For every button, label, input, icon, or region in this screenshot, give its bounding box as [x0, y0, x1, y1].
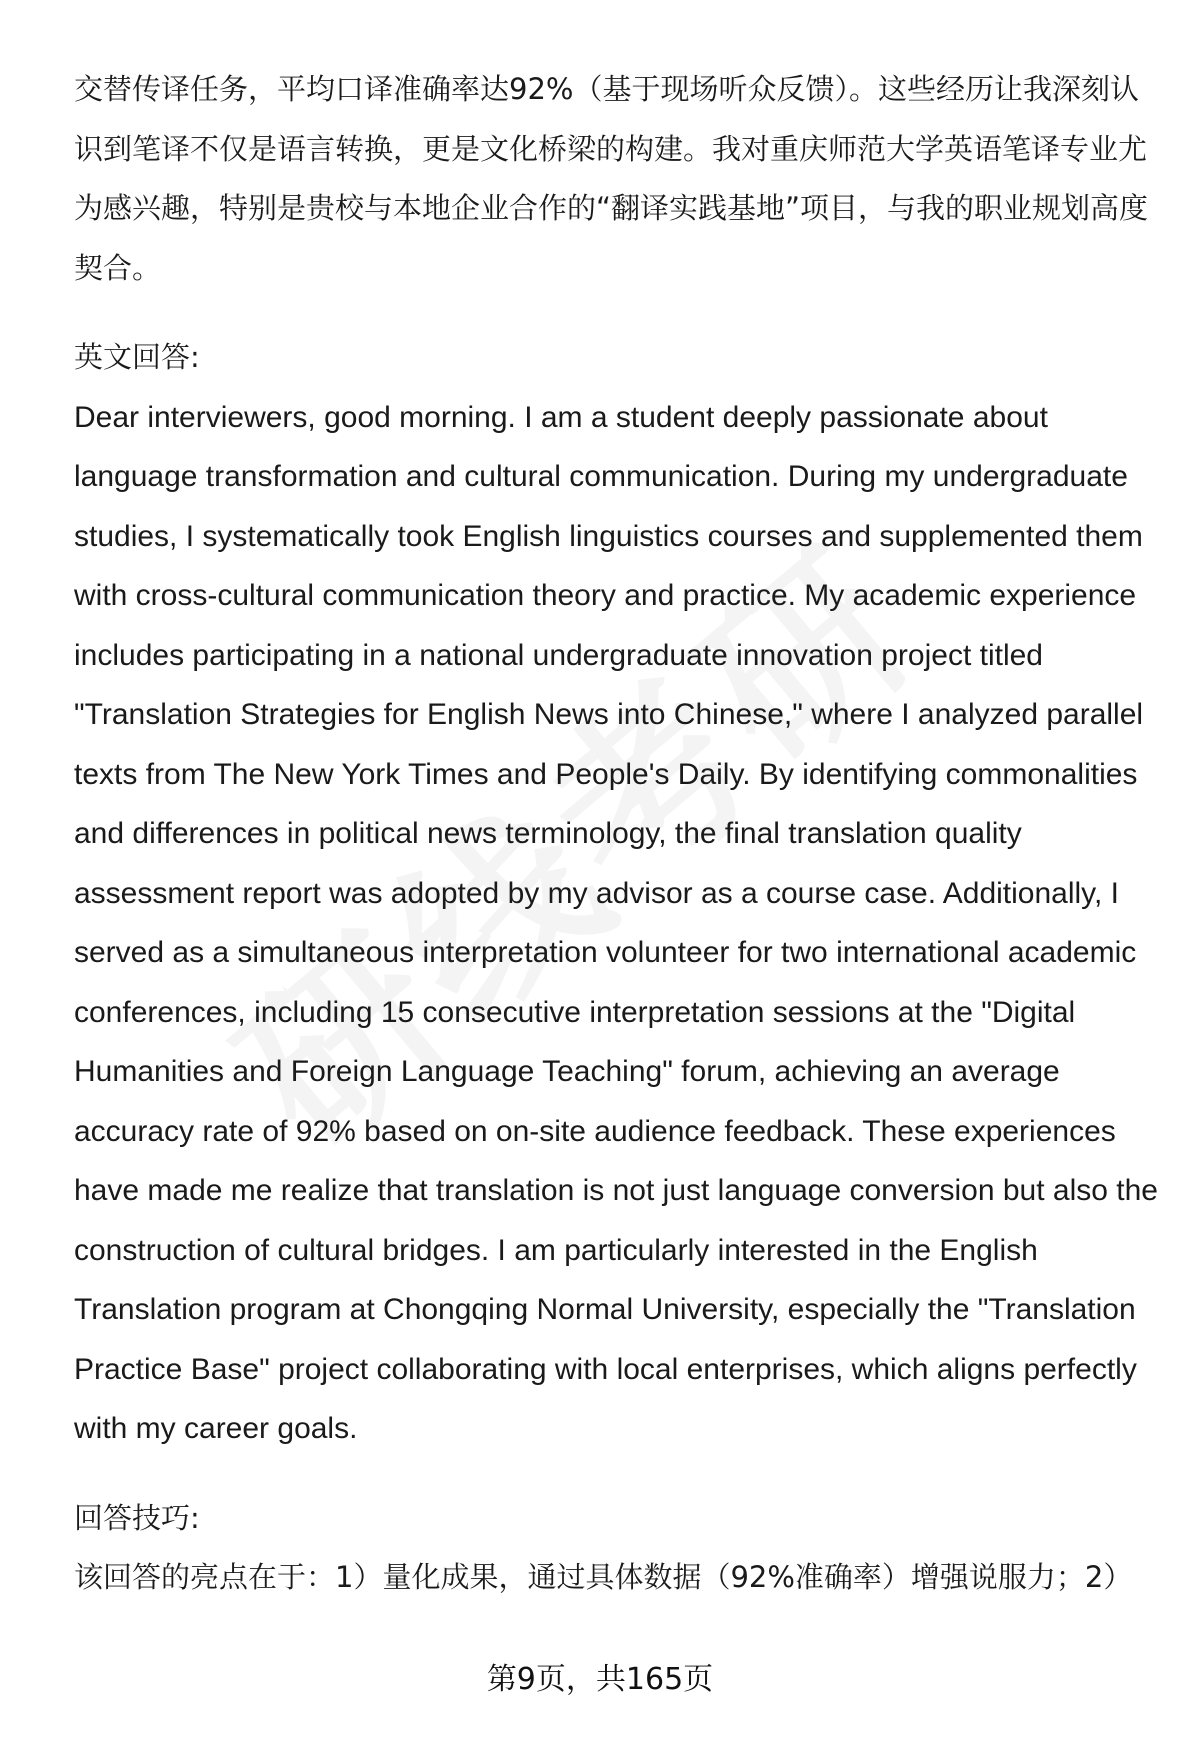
- english-answer-text: Dear interviewers, good morning. I am a student deeply passionate about language transformation and cultural communication. During my undergraduate studies, I systematically took English linguistics courses and supplemented them with cross-cultural communication theory and practice. My academic experience includes participating in a national undergraduate innovation project titled "Translation Strategies for English News into Chinese," where I analyzed parallel texts from The New York Times and People's Daily. By identifying commonalities and differences in political news terminology, the final translation quality assessment report was adopted by my advisor as a course case. Additionally, I served as a simultaneous interpretation volunteer for two international academic conferences, including 15 consecutive interpretation sessions at the "Digital Humanities and Foreign Language Teaching" forum, achieving an average accuracy rate of 92% based on on-site audience feedback. These experiences have made me realize that translation is not just language conversion but also the construction of cultural bridges. I am particularly interested in the English Translation program at Chongqing Normal University, especially the "Translation Practice Base" project collaborating with local enterprises, which aligns perfectly with my career goals.: [74, 400, 1158, 1445]
- document-body: [74, 60, 1164, 1608]
- answer-tips-heading: 回答技巧:: [74, 1500, 200, 1535]
- page-number: 第9页，共165页: [486, 1662, 714, 1697]
- spacer: [74, 1459, 1164, 1489]
- chinese-answer-continuation: 交替传译任务，平均口译准确率达92%（基于现场听众反馈）。这些经历让我深刻认识到笔译不仅是语言转换，更是文化桥梁的构建。我对重庆师范大学英语笔译专业尤为感兴趣，特别是贵校与本地企业合作的“翻译实践基地”项目，与我的职业规划高度契合。: [74, 72, 1149, 285]
- spacer: [74, 298, 1164, 328]
- answer-tips-text: 该回答的亮点在于：1）量化成果，通过具体数据（92%准确率）增强说服力；2）: [74, 1560, 1133, 1594]
- english-answer-heading: 英文回答:: [74, 340, 200, 374]
